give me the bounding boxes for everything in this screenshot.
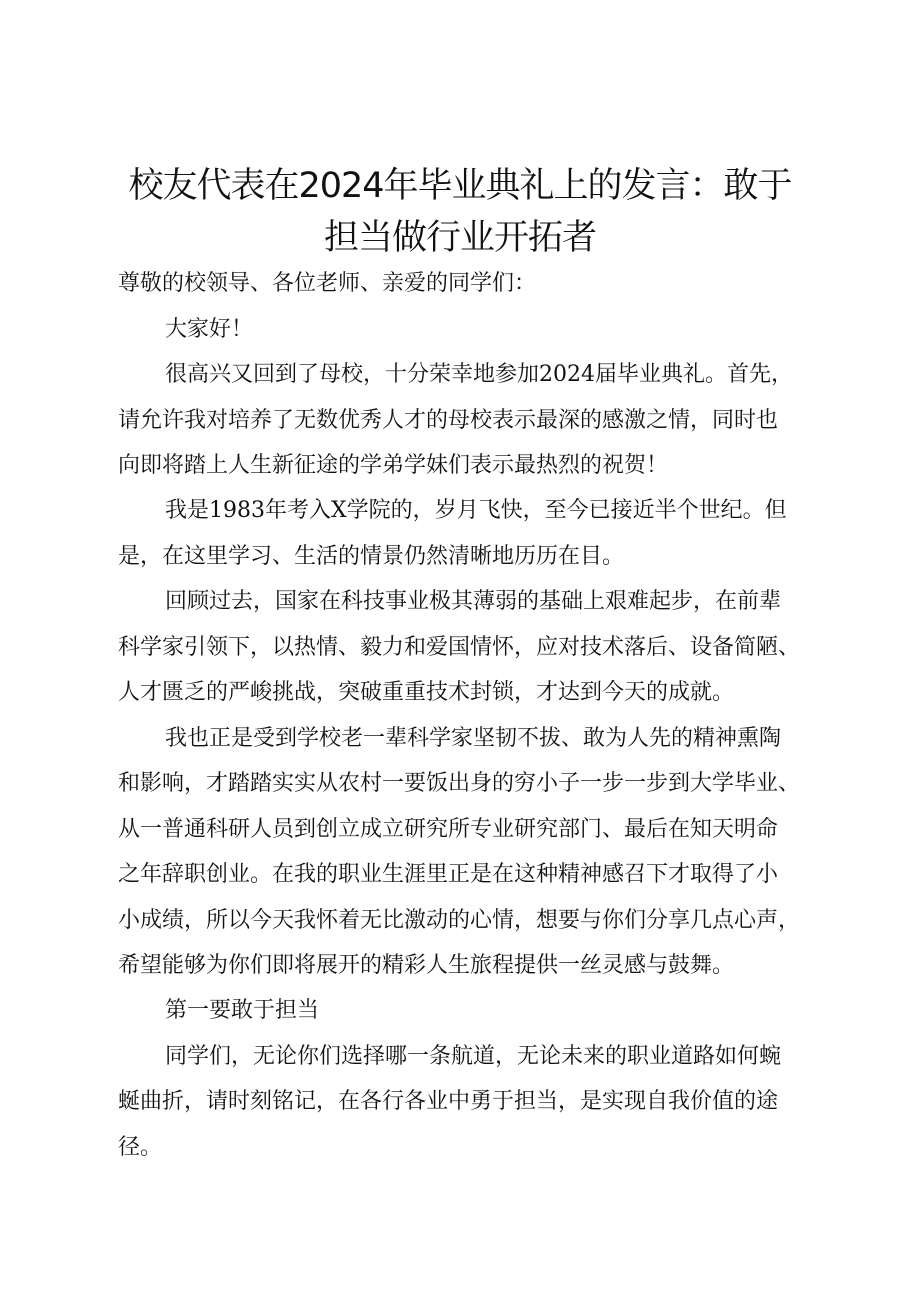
paragraph-3-line-2: 科学家引领下，以热情、毅力和爱国情怀，应对技术落后、设备简陋、 <box>118 635 801 660</box>
salutation: 尊敬的校领导、各位老师、亲爱的同学们： <box>118 271 537 296</box>
paragraph-1-line-3: 向即将踏上人生新征途的学弟学妹们表示最热烈的祝贺！ <box>118 453 669 478</box>
paragraph-4-line-5: 小成绩，所以今天我怀着无比激动的心情，想要与你们分享几点心声， <box>118 908 801 933</box>
document-title-line-1: 校友代表在2024年毕业典礼上的发言：敢于 <box>128 166 792 206</box>
paragraph-5-line-3: 径。 <box>118 1135 163 1160</box>
paragraph-4-line-4: 之年辞职创业。在我的职业生涯里正是在这种精神感召下才取得了小 <box>118 862 779 887</box>
paragraph-2-line-1: 我是1983年考入X学院的，岁月飞快，至今已接近半个世纪。但 <box>165 498 787 523</box>
paragraph-4-line-2: 和影响，才踏踏实实从农村一要饭出身的穷小子一步一步到大学毕业、 <box>118 771 801 796</box>
paragraph-1-line-1: 很高兴又回到了母校，十分荣幸地参加2024届毕业典礼。首先， <box>165 362 793 387</box>
paragraph-4-line-3: 从一普通科研人员到创立成立研究所专业研究部门、最后在知天明命 <box>118 817 779 842</box>
greeting: 大家好！ <box>165 317 254 342</box>
section-heading: 第一要敢于担当 <box>165 998 320 1023</box>
paragraph-2-line-2: 是，在这里学习、生活的情景仍然清晰地历历在目。 <box>118 544 625 569</box>
paragraph-5-line-1: 同学们，无论你们选择哪一条航道，无论未来的职业道路如何蜿 <box>165 1044 782 1069</box>
paragraph-1-line-2: 请允许我对培养了无数优秀人才的母校表示最深的感激之情，同时也 <box>118 408 779 433</box>
paragraph-4-line-6: 希望能够为你们即将展开的精彩人生旅程提供一丝灵感与鼓舞。 <box>118 953 735 978</box>
paragraph-5-line-2: 蜒曲折，请时刻铭记，在各行各业中勇于担当，是实现自我价值的途 <box>118 1089 779 1114</box>
paragraph-3-line-3: 人才匮乏的严峻挑战，突破重重技术封锁，才达到今天的成就。 <box>118 680 735 705</box>
paragraph-4-line-1: 我也正是受到学校老一辈科学家坚韧不拔、敢为人先的精神熏陶 <box>165 726 782 751</box>
document-title-line-2: 担当做行业开拓者 <box>323 218 596 258</box>
paragraph-3-line-1: 回顾过去，国家在科技事业极其薄弱的基础上艰难起步，在前辈 <box>165 589 782 614</box>
